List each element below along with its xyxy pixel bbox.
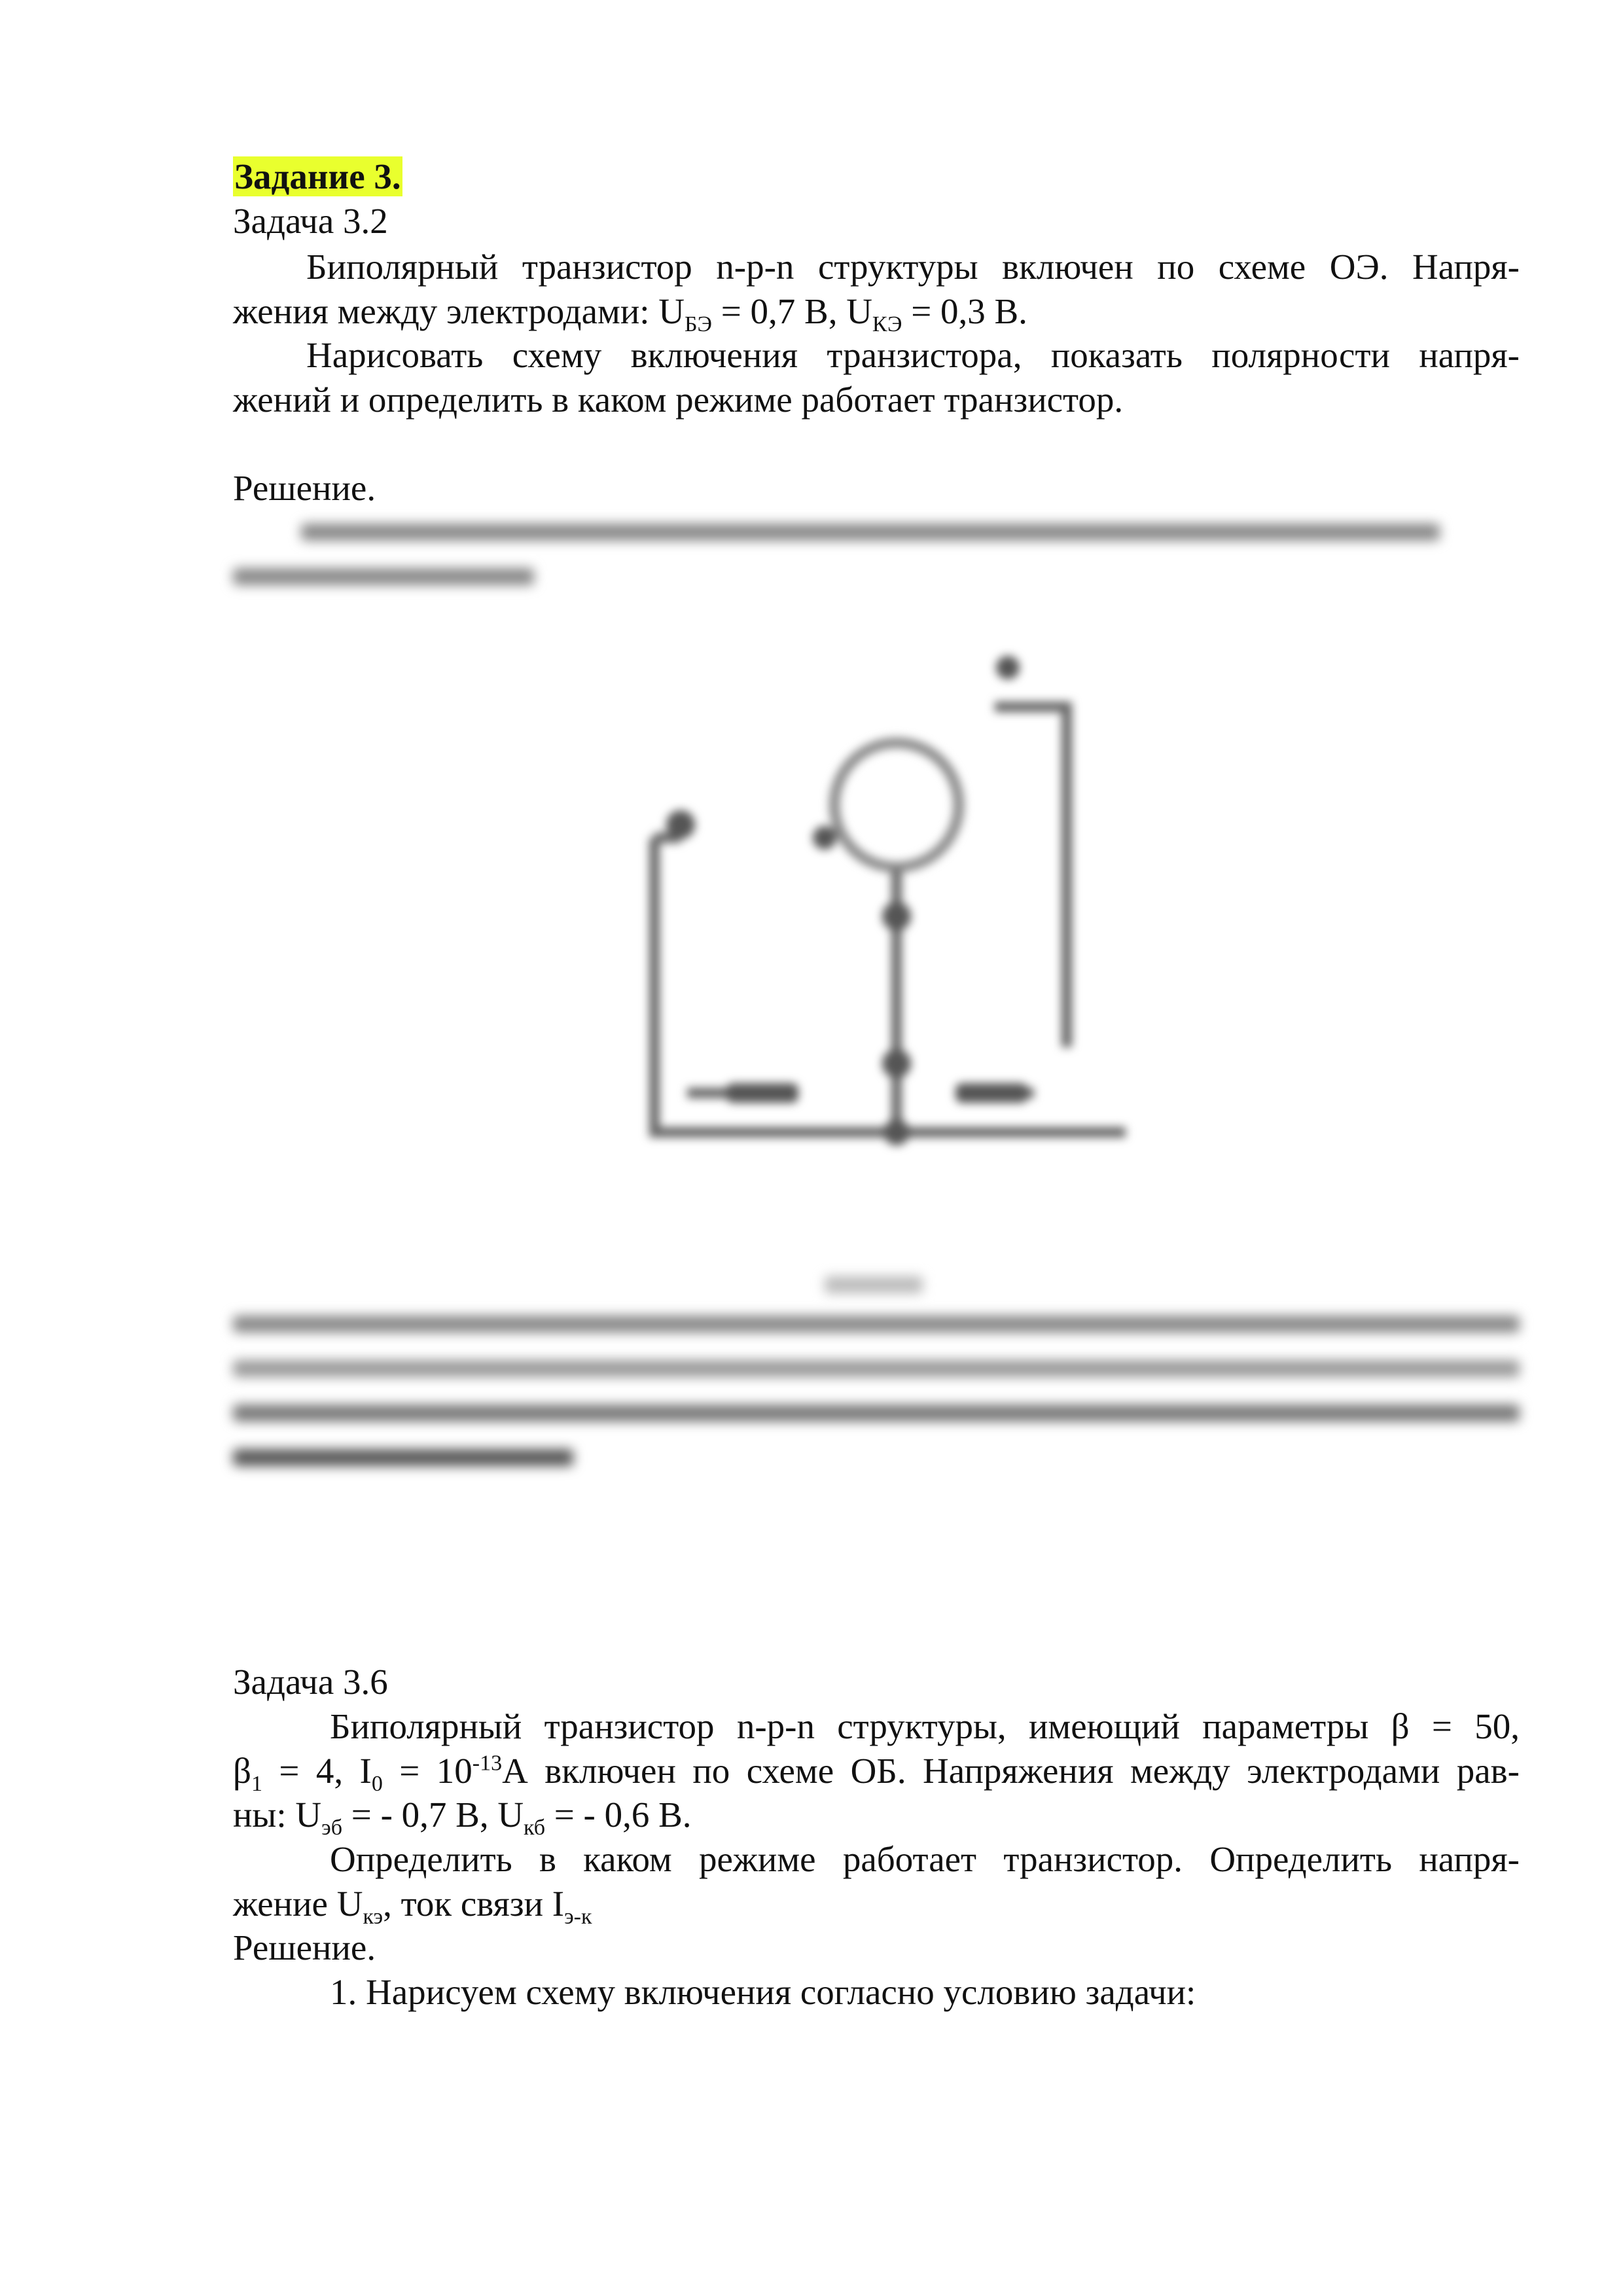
task-3-2-title: Задача 3.2 xyxy=(233,201,388,241)
task-3-6-text-line: Определить в каком режиме работает транзистор. Определить напря- xyxy=(330,1839,1520,1879)
task-3-2-text-line: Нарисовать схему включения транзистора, показать полярности напря- xyxy=(306,335,1520,375)
task-3-6-title: Задача 3.6 xyxy=(233,1662,388,1702)
solution-label: Решение. xyxy=(233,1928,376,1967)
task-3-2-text-line: жений и определить в каком режиме работает транзистор. xyxy=(233,380,1124,420)
solution-step-1: 1. Нарисуем схему включения согласно условию задачи: xyxy=(330,1972,1196,2012)
task-3-2-text-line: жения между электродами: $U_{БЭ} = 0,7$ В, $U_{КЭ} = 0,3$ В. xyxy=(233,291,1027,336)
task-3-2-text-line: Биполярный транзистор n-p-n структуры включен по схеме ОЭ. Напря- xyxy=(306,247,1520,287)
task-3-6-text-line: ны: $U_{эб}$ = - 0,7 В, $U_{кб}$ = - 0,6 В. xyxy=(233,1795,692,1840)
solution-label: Решение. xyxy=(233,468,376,508)
task-3-6-text-line: жение $U_{кэ}$, ток связи $I_{э-к}$ xyxy=(233,1884,592,1929)
task-3-6-text-line: Биполярный транзистор n-p-n структуры, имеющий параметры β = 50, xyxy=(330,1706,1520,1746)
circuit-diagram xyxy=(615,589,1139,1178)
section-heading: Задание 3. xyxy=(234,156,401,196)
task-3-6-text-line: $\beta_1 = 4$, $I_0 = 10^{-13}А$ включен по схеме ОБ. Напряжения между электродами рав- xyxy=(233,1751,1520,1796)
